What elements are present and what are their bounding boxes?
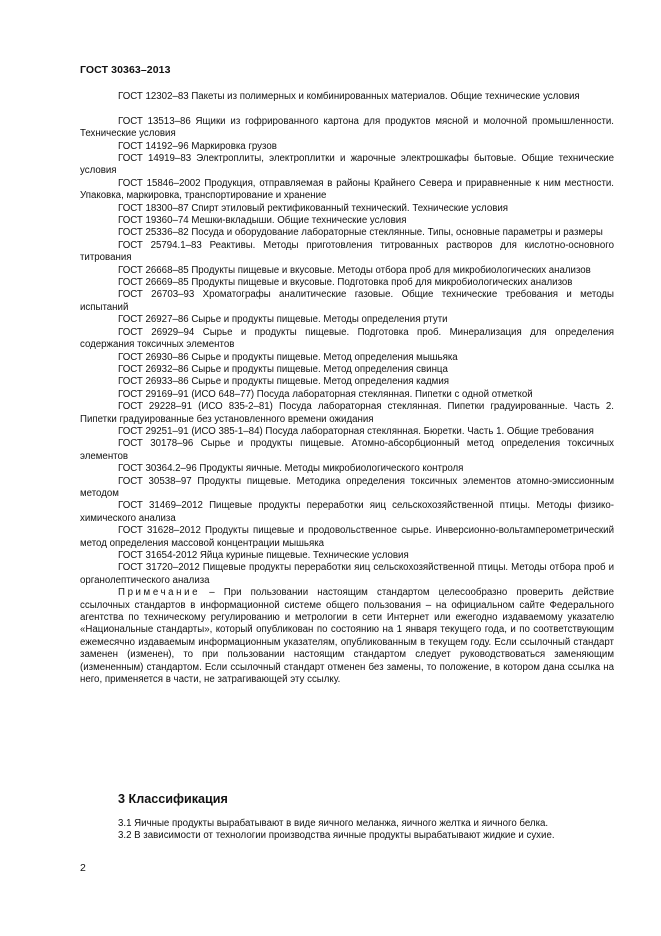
reference-item: ГОСТ 26932–86 Сырье и продукты пищевые. Метод определения свинца bbox=[118, 363, 448, 375]
reference-item: ГОСТ 19360–74 Мешки-вкладыши. Общие технические условия bbox=[118, 215, 407, 227]
reference-item: ГОСТ 29228–91 (ИСО 835-2–81) Посуда лабораторная стеклянная. Пипетки градуированные. Часть 2. Пипетки градуированные без установленного времени ожидания bbox=[80, 401, 614, 425]
reference-item: ГОСТ 26669–85 Продукты пищевые и вкусовые. Подготовка проб для микробиологических анализов bbox=[118, 277, 573, 289]
reference-item: ГОСТ 30538–97 Продукты пищевые. Методика определения токсичных элементов атомно-эмиссионным методом bbox=[80, 475, 614, 499]
section-body bbox=[80, 818, 614, 843]
note-label: Примечание bbox=[118, 587, 201, 599]
reference-item: ГОСТ 25794.1–83 Реактивы. Методы приготовления титрованных растворов для кислотно-основного титрования bbox=[80, 239, 614, 264]
reference-item: ГОСТ 26668–85 Продукты пищевые и вкусовые. Методы отбора проб для микробиологических анализов bbox=[118, 264, 591, 276]
reference-item: ГОСТ 13513–86 Ящики из гофрированного картона для продуктов мясной и молочной промышленности. Технические условия bbox=[80, 115, 614, 140]
reference-item: ГОСТ 18300–87 Спирт этиловый ректификованный технический. Технические условия bbox=[118, 202, 509, 214]
reference-item: ГОСТ 31720–2012 Пищевые продукты переработки яиц сельскохозяйственной птицы. Методы отбора проб и органолептического анализа bbox=[80, 562, 614, 586]
note-text: – При пользовании настоящим стандартом целесообразно проверить действие ссылочных стандартов в информационной системе общего пользования – на официальном сайте Федерального агентства по техническому регулированию и метрологии в сети Интернет или ежегодно издаваемому указателю «Национальные стандарты», который опубликован по состоянию на 1 января текущего года, и по соответствующим ежемесячно издаваемым информационным указателям, опубликованным в текущем году. Если ссылочный стандарт заменен (изменен), то при пользовании настоящим стандартом следует руководствоваться заменяющим (измененным) стандартом. Если ссылочный стандарт отменен без замены, то положение, в котором дана ссылка на него, применяется в части, не затрагивающей эту ссылку. bbox=[80, 587, 614, 686]
section-paragraph: 3.1 Яичные продукты вырабатывают в виде яичного меланжа, яичного желтка и яичного белка. bbox=[118, 818, 549, 829]
reference-item: ГОСТ 30178–96 Сырье и продукты пищевые. Атомно-абсорбционный метод определения токсичных элементов bbox=[80, 438, 614, 462]
reference-item: ГОСТ 26930–86 Сырье и продукты пищевые. Метод определения мышьяка bbox=[118, 351, 458, 363]
reference-item: ГОСТ 15846–2002 Продукция, отправляемая в районы Крайнего Севера и приравненные к ним местности. Упаковка, маркировка, транспортирование и хранение bbox=[80, 177, 614, 202]
reference-item: ГОСТ 14919–83 Электроплиты, электроплитки и жарочные электрошкафы бытовые. Общие технические условия bbox=[80, 153, 614, 177]
reference-item: ГОСТ 29251–91 (ИСО 385-1–84) Посуда лабораторная стеклянная. Бюретки. Часть 1. Общие требования bbox=[118, 425, 594, 437]
reference-item: ГОСТ 14192–96 Маркировка грузов bbox=[118, 140, 277, 152]
document-header: ГОСТ 30363–2013 bbox=[80, 64, 171, 76]
reference-item: ГОСТ 12302–83 Пакеты из полимерных и комбинированных материалов. Общие технические условия bbox=[118, 91, 580, 102]
note-paragraph bbox=[80, 587, 614, 686]
section-heading: 3 Классификация bbox=[118, 792, 228, 806]
reference-item: ГОСТ 30364.2–96 Продукты яичные. Методы микробиологического контроля bbox=[118, 463, 464, 475]
reference-item: ГОСТ 26927–86 Сырье и продукты пищевые. Методы определения ртути bbox=[118, 314, 448, 326]
page-number: 2 bbox=[80, 862, 86, 874]
reference-item: ГОСТ 31654-2012 Яйца куриные пищевые. Технические условия bbox=[118, 550, 409, 562]
reference-item: ГОСТ 29169–91 (ИСО 648–77) Посуда лабораторная стеклянная. Пипетки с одной отметкой bbox=[118, 388, 533, 400]
section-paragraph: 3.2 В зависимости от технологии производства яичные продукты вырабатывают жидкие и сухие. bbox=[118, 830, 555, 842]
reference-item: ГОСТ 26703–93 Хроматографы аналитические газовые. Общие технические требования и методы испытаний bbox=[80, 289, 614, 313]
reference-item: ГОСТ 31628–2012 Продукты пищевые и продовольственное сырье. Инверсионно-вольтамперометрический метод определения массовой концентрации мышьяка bbox=[80, 525, 614, 549]
normative-references bbox=[80, 91, 614, 686]
reference-item: ГОСТ 25336–82 Посуда и оборудование лабораторные стеклянные. Типы, основные параметры и размеры bbox=[118, 227, 603, 239]
reference-item: ГОСТ 26933–86 Сырье и продукты пищевые. Метод определения кадмия bbox=[118, 376, 449, 388]
reference-item: ГОСТ 31469–2012 Пищевые продукты переработки яиц сельскохозяйственной птицы. Методы физико-химического анализа bbox=[80, 500, 614, 524]
reference-item: ГОСТ 26929–94 Сырье и продукты пищевые. Подготовка проб. Минерализация для определения содержания токсичных элементов bbox=[80, 326, 614, 351]
